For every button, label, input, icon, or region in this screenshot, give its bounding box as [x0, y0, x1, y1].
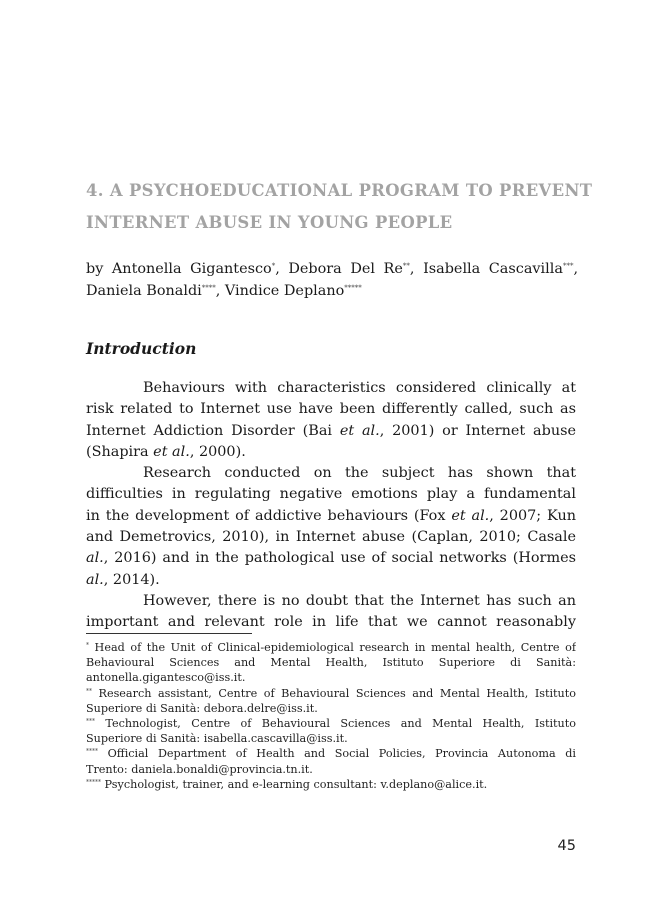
footnote-divider: [86, 633, 252, 634]
page-number: 45: [557, 838, 576, 854]
author-separator: ,: [573, 261, 579, 277]
author-line-2: [86, 280, 578, 302]
paragraph-3-line: However, there is no doubt that the Internet has such an: [143, 592, 576, 609]
body-text: [86, 378, 576, 634]
footnote-text: Technologist, Centre of Behavioural Sciences and Mental Health, Istituto: [95, 716, 576, 730]
footnote-4-email: Trento: daniela.bonaldi@provincia.tn.it.: [86, 762, 313, 776]
footnote-mark-4: ****: [86, 748, 98, 756]
footnote-3: [86, 716, 576, 731]
footnote-ref-1: *: [271, 262, 276, 270]
text-run: , 2016) and in the pathological use of social networks (Hormes: [103, 550, 576, 567]
footnote-mark-3: ***: [86, 717, 95, 725]
footnote-text: Psychologist, trainer, and e-learning consultant: v.deplano@alice.it.: [101, 777, 488, 791]
footnote-1-cont: Behavioural Sciences and Mental Health, Istituto Superiore di Sanità:: [86, 656, 576, 670]
author-cascavilla: , Isabella Cascavilla: [409, 261, 563, 277]
author-list: [86, 258, 578, 302]
text-run: Internet Addiction Disorder (Bai: [86, 422, 340, 439]
footnote-ref-5: *****: [344, 284, 362, 292]
paragraph-2-line: Research conducted on the subject has shown that: [143, 465, 576, 482]
paragraph-1-line: [86, 421, 576, 442]
footnote-text: Research assistant, Centre of Behavioural Sciences and Mental Health, Istituto: [92, 686, 576, 700]
citation-etal: et al.: [451, 507, 490, 524]
footnote-mark-2: **: [86, 687, 92, 695]
footnote-5: [86, 777, 576, 792]
footnotes: [86, 640, 576, 792]
paragraph-1-line: risk related to Internet use have been differently called, such as: [86, 401, 576, 418]
text-run: in the development of addictive behaviours (Fox: [86, 507, 452, 524]
footnote-2-email: Superiore di Sanità: debora.delre@iss.it.: [86, 701, 318, 715]
footnote-text: Head of the Unit of Clinical-epidemiological research in mental health, Centre of: [89, 641, 576, 654]
citation-etal: et al.: [339, 422, 380, 439]
author-bonaldi: Daniela Bonaldi: [86, 283, 202, 299]
text-run: , 2007; Kun: [489, 507, 576, 524]
footnote-ref-4: ****: [201, 284, 216, 292]
footnote-3-email: Superiore di Sanità: isabella.cascavilla@iss.it.: [86, 732, 348, 746]
text-run: , 2000).: [189, 443, 246, 460]
citation-etal: al.: [86, 571, 104, 588]
footnote-1: [86, 640, 576, 655]
citation-etal: al.: [86, 550, 104, 567]
footnote-ref-2: **: [402, 262, 410, 270]
footnote-mark-5: *****: [86, 778, 101, 786]
chapter-title-line-1: 4. A PSYCHOEDUCATIONAL PROGRAM TO PREVENT: [86, 181, 593, 200]
chapter-title: [86, 175, 593, 239]
footnote-text: Official Department of Health and Social Policies, Provincia Autonoma di: [98, 747, 576, 761]
chapter-title-line-2: INTERNET ABUSE IN YOUNG PEOPLE: [86, 213, 453, 232]
paragraph-2-line: [86, 506, 576, 527]
text-run: (Shapira: [86, 443, 154, 460]
paragraph-2-line: [86, 548, 576, 569]
paragraph-1-line: [86, 442, 576, 463]
footnote-ref-3: ***: [562, 262, 574, 270]
paragraph-2-line: [86, 527, 576, 548]
footnote-1-email: antonella.gigantesco@iss.it.: [86, 671, 246, 685]
footnote-mark-1: *: [86, 642, 89, 649]
author-gigantesco: by Antonella Gigantesco: [86, 261, 272, 277]
footnote-4: [86, 746, 576, 761]
footnote-2: [86, 686, 576, 701]
text-run: , 2001) or Internet abuse: [379, 422, 576, 439]
paragraph-2-line: [86, 570, 576, 591]
paragraph-3-line: important and relevant role in life that we cannot reasonably: [86, 614, 576, 631]
author-del-re: , Debora Del Re: [275, 261, 403, 277]
paragraph-1-line: Behaviours with characteristics considered clinically at: [143, 380, 576, 396]
section-heading: Introduction: [86, 339, 197, 358]
paragraph-2-line: difficulties in regulating negative emotions play a fundamental: [86, 486, 576, 503]
text-run: , 2014).: [103, 571, 160, 588]
citation-etal: et al.: [153, 443, 190, 460]
author-deplano: , Vindice Deplano: [215, 283, 345, 299]
author-line-1: [86, 258, 578, 280]
text-run: and Demetrovics, 2010), in Internet abuse (Caplan, 2010; Casale: [86, 529, 576, 546]
